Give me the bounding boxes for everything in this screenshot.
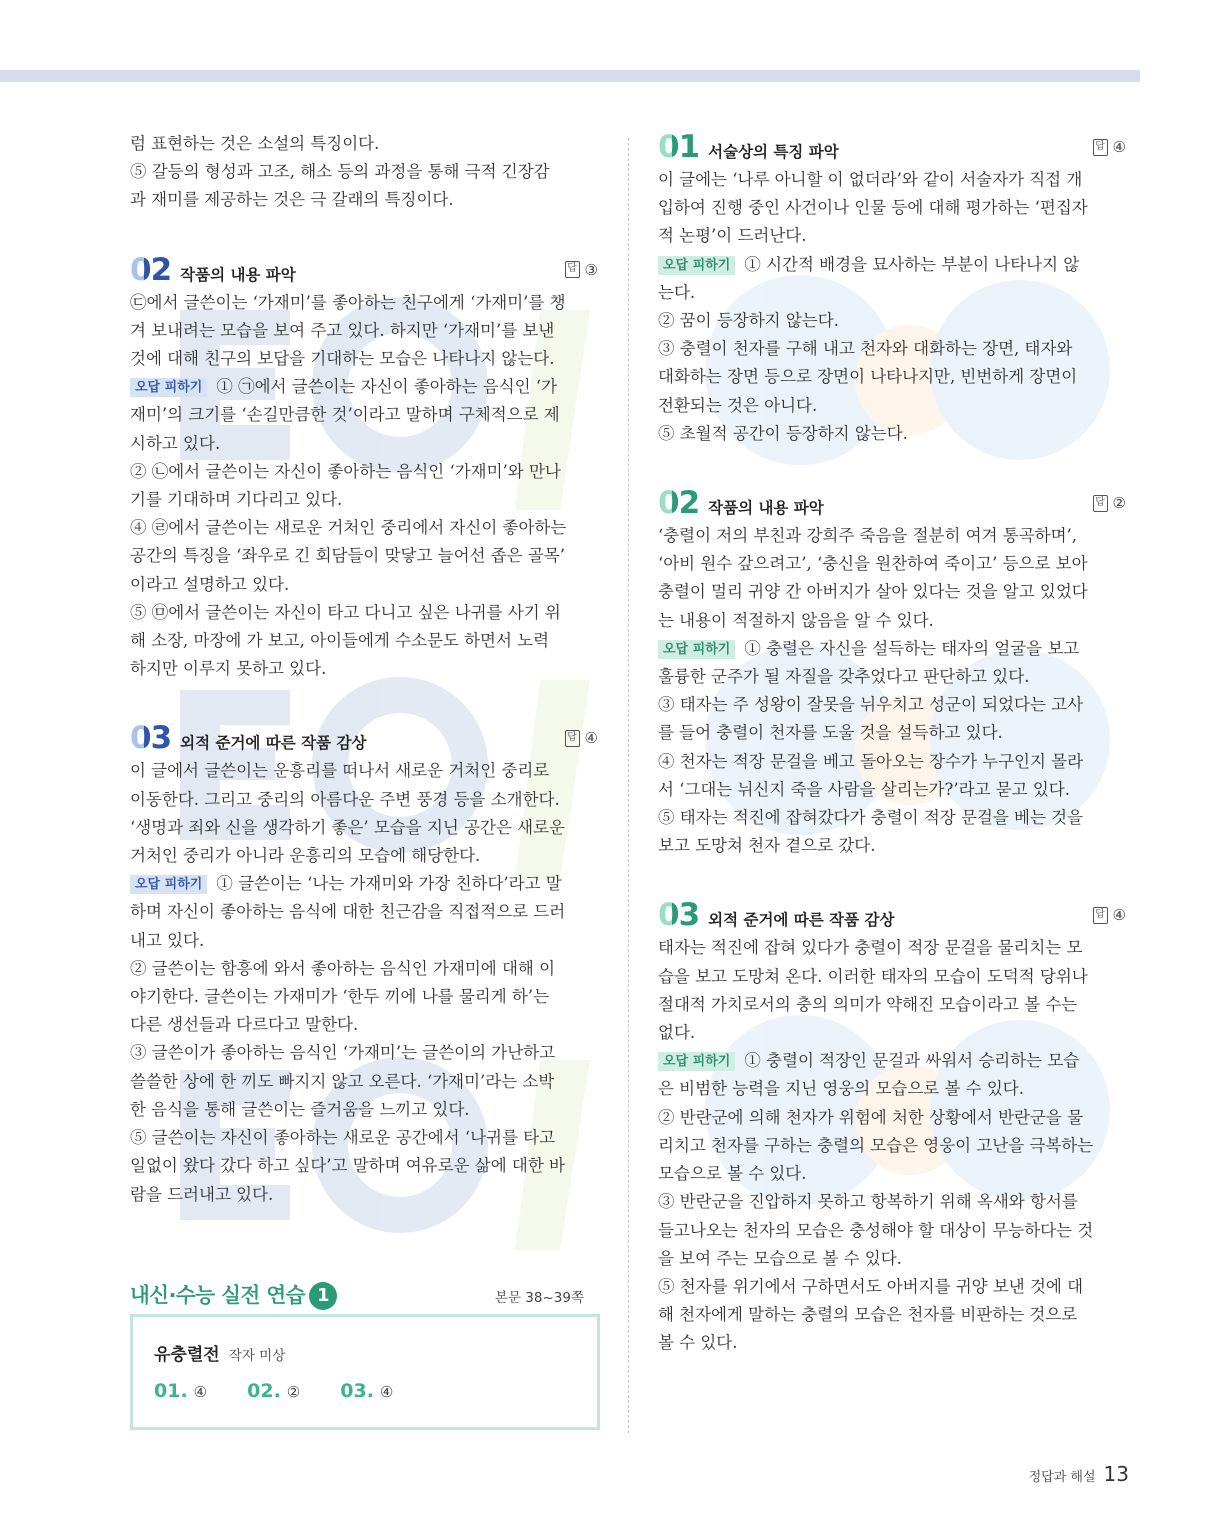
practice-work (154, 1340, 285, 1365)
section-number: 03 (658, 897, 700, 934)
practice-frame (130, 1314, 600, 1430)
section-03 (130, 721, 598, 1208)
text-line: ④ 천자는 적장 문걸을 베고 돌아오는 장수가 누구인지 몰라 (658, 751, 1084, 771)
text-line: 이 글에는 ‘나루 아니할 이 없더라’와 같이 서술자가 직접 개 (658, 170, 1083, 189)
practice-title (130, 1278, 337, 1310)
text-line: 입하여 진행 중인 사건이나 인물 등에 대해 평가하는 ‘편집자 (658, 198, 1088, 218)
text-span: ① 시간적 배경을 묘사하는 부분이 나타나지 않 (744, 254, 1080, 274)
text-span: ① ㉠에서 글쓴이는 자신이 좋아하는 음식인 ‘가 (216, 377, 558, 397)
text-span: ① 충렬이 적장인 문걸과 싸워서 승리하는 모습 (744, 1051, 1080, 1071)
practice-number-badge: 1 (309, 1282, 337, 1310)
wrong-answer-line (658, 251, 1126, 279)
practice-page-ref: 본문 38~39쪽 (494, 1290, 584, 1306)
answer-value: ④ (1112, 906, 1126, 925)
text-line: 한 음식을 통해 글쓴이는 즐거움을 느끼고 있다. (130, 1099, 470, 1119)
text-line: 리치고 천자를 구하는 충렬의 모습은 영웅이 고난을 극복하는 (658, 1135, 1094, 1155)
text-line: 서 ‘그대는 뉘신지 죽을 사람을 살리는가?’라고 묻고 있다. (658, 779, 1070, 799)
answer-value: ④ (584, 729, 598, 748)
answer-item (154, 1380, 207, 1402)
text-line: 대화하는 장면 등으로 장면이 나타나지만, 빈번하게 장면이 (658, 367, 1078, 387)
text-line: ③ 반란군을 진압하지 못하고 항복하기 위해 옥새와 항서를 (658, 1192, 1078, 1212)
practice-box (130, 1268, 600, 1430)
text-line: 보고 도망쳐 천자 곁으로 갔다. (658, 836, 876, 856)
text-line: 훌륭한 군주가 될 자질을 갖추었다고 판단하고 있다. (658, 667, 1030, 687)
answer-mark (1093, 494, 1126, 512)
text-line: ⑤ 글쓴이는 자신이 좋아하는 새로운 공간에서 ‘나귀를 타고 (130, 1128, 556, 1148)
section-title: 서술상의 특징 파악 (708, 143, 839, 161)
text-line: 들고나오는 천자의 모습은 충성해야 할 대상이 무능하다는 것 (658, 1220, 1094, 1240)
text-line: ‘아비 원수 갚으려고’, ‘충신을 원찬하여 죽이고’ 등으로 보아 (658, 554, 1088, 574)
text-line: 는다. (658, 282, 696, 302)
text-span: ① 충렬은 자신을 설득하는 태자의 얼굴을 보고 (744, 638, 1080, 658)
section-header (658, 898, 1126, 932)
wrong-answer-line (130, 373, 598, 401)
text-line: 람을 드러내고 있다. (130, 1184, 274, 1204)
text-line: ② 꿈이 등장하지 않는다. (658, 311, 839, 331)
text-line: ③ 태자는 주 성왕이 잘못을 뉘우치고 성군이 되었다는 고사 (658, 695, 1084, 715)
section-02 (658, 486, 1126, 860)
work-title: 유충렬전 (154, 1345, 220, 1365)
answer-icon: 답 (1093, 139, 1108, 156)
text-line: ④ ㉣에서 글쓴이는 새로운 거처인 중리에서 자신이 좋아하는 (130, 518, 567, 538)
section-03 (658, 898, 1126, 1357)
section-header (658, 486, 1126, 520)
answer-number: 01. (154, 1380, 188, 1402)
answer-choice: ④ (193, 1383, 208, 1401)
answer-value: ③ (584, 260, 598, 279)
column-divider (628, 138, 629, 1433)
text-line: ③ 글쓴이가 좋아하는 음식인 ‘가재미’는 글쓴이의 가난하고 (130, 1043, 556, 1063)
text-line: ⑤ 태자는 적진에 잡혀갔다가 충렬이 적장 문걸을 베는 것을 (658, 808, 1084, 828)
text-line: 쓸쓸한 상에 한 끼도 빠지지 않고 오른다. ‘가재미’라는 소박 (130, 1071, 555, 1091)
text-line: 다른 생선들과 다르다고 말한다. (130, 1015, 359, 1035)
section-02 (130, 253, 598, 684)
answer-choice: ② (286, 1383, 301, 1401)
top-header-band (0, 70, 1140, 82)
text-line: 전환되는 것은 아니다. (658, 395, 818, 415)
text-line: 일없이 왔다 갔다 하고 싶다’고 말하며 여유로운 삶에 대한 바 (130, 1156, 565, 1176)
text-line: 럼 표현하는 것은 소설의 특징이다. (130, 134, 380, 153)
answer-icon: 답 (1093, 907, 1108, 924)
right-column (658, 130, 1126, 1358)
text-line: ② ㉡에서 글쓴이는 자신이 좋아하는 음식인 ‘가재미’와 만나 (130, 461, 561, 481)
text-line: 하며 자신이 좋아하는 음식에 대한 친근감을 직접적으로 드러 (130, 902, 566, 922)
answer-mark (565, 729, 598, 747)
text-line: 내고 있다. (130, 930, 205, 950)
answer-mark (1093, 138, 1126, 156)
wrong-answer-line (130, 870, 598, 898)
answer-item (340, 1380, 393, 1402)
work-author: 작자 미상 (228, 1348, 286, 1364)
text-line: 과 재미를 제공하는 것은 극 갈래의 특징이다. (130, 190, 454, 210)
section-title: 외적 준거에 따른 작품 감상 (180, 734, 367, 753)
answer-icon: 답 (1093, 495, 1108, 512)
practice-title-text: 내신·수능 실전 연습 (130, 1283, 305, 1307)
answer-icon: 답 (565, 730, 580, 747)
text-line: 적 논평’이 드러난다. (658, 226, 807, 246)
wrong-answer-tag: 오답 피하기 (130, 875, 207, 894)
text-line: 기를 기대하며 기다리고 있다. (130, 490, 343, 510)
text-line: ㉢에서 글쓴이는 ‘가재미’를 좋아하는 친구에게 ‘가재미’를 챙 (130, 292, 566, 312)
wrong-answer-line (658, 1047, 1126, 1075)
section-header (130, 721, 598, 755)
section-number: 03 (130, 720, 172, 757)
text-line: ② 글쓴이는 함흥에 와서 좋아하는 음식인 가재미에 대해 이 (130, 958, 556, 978)
text-line: 습을 보고 도망쳐 온다. 이러한 태자의 모습이 도덕적 당위나 (658, 966, 1088, 986)
text-line: 것에 대해 친구의 보답을 기대하는 모습은 나타나지 않는다. (130, 349, 555, 369)
text-line: 해 천자에게 말하는 충렬의 모습은 천자를 비판하는 것으로 (658, 1305, 1078, 1325)
answer-choice: ④ (379, 1383, 394, 1401)
answer-number: 03. (340, 1380, 374, 1402)
text-line: ⑤ 갈등의 형성과 고조, 해소 등의 과정을 통해 극적 긴장감 (130, 162, 550, 182)
page-number: 13 (1103, 1462, 1129, 1486)
text-line: 시하고 있다. (130, 433, 221, 453)
section-number: 01 (658, 129, 700, 165)
answer-item (247, 1380, 300, 1402)
section-number: 02 (130, 251, 172, 288)
text-line: ⑤ 초월적 공간이 등장하지 않는다. (658, 423, 908, 443)
answer-mark (565, 261, 598, 279)
text-line: 공간의 특징을 ‘좌우로 긴 회담들이 맞닿고 늘어선 좁은 골목’ (130, 546, 565, 566)
practice-answers (154, 1380, 433, 1402)
answer-mark (1093, 906, 1126, 924)
text-line: 는 내용이 적절하지 않음을 알 수 있다. (658, 610, 934, 630)
text-line: 충렬이 멀리 귀양 간 아버지가 살아 있다는 것을 알고 있었다 (658, 582, 1088, 602)
answer-value: ② (1112, 494, 1126, 513)
section-header (658, 130, 1126, 164)
text-line: 하지만 이루지 못하고 있다. (130, 659, 327, 679)
text-line: 태자는 적진에 잡혀 있다가 충렬이 적장 문걸을 물리치는 모 (658, 938, 1083, 958)
footer-label: 정답과 해설 (1028, 1470, 1096, 1485)
wrong-answer-tag: 오답 피하기 (658, 640, 735, 659)
text-line: 해 소장, 마장에 가 보고, 아이들에게 수소문도 하면서 노력 (130, 631, 550, 651)
text-line: 절대적 가치로서의 충의 의미가 약해진 모습이라고 볼 수는 (658, 994, 1078, 1014)
text-line: 재미’의 크기를 ‘손길만큼한 것’이라고 말하며 구체적으로 제 (130, 405, 560, 425)
text-line: 은 비범한 능력을 지닌 영웅의 모습으로 볼 수 있다. (658, 1079, 1024, 1099)
text-line: 이동한다. 그리고 중리의 아름다운 주변 풍경 등을 소개한다. (130, 789, 560, 809)
text-span: ① 글쓴이는 ‘나는 가재미와 가장 친하다’라고 말 (216, 874, 562, 894)
wrong-answer-line (658, 635, 1126, 663)
text-line: 이 글에서 글쓴이는 운흥리를 떠나서 새로운 거처인 중리로 (130, 761, 550, 781)
section-title: 외적 준거에 따른 작품 감상 (708, 911, 895, 930)
answer-value: ④ (1112, 138, 1126, 156)
text-line: ⑤ 천자를 위기에서 구하면서도 아버지를 귀양 보낸 것에 대 (658, 1276, 1084, 1296)
text-line: ‘생명과 죄와 신을 생각하기 좋은’ 모습을 지닌 공간은 새로운 (130, 817, 565, 837)
section-header (130, 253, 598, 287)
section-01 (658, 130, 1126, 448)
section-title: 작품의 내용 파악 (708, 499, 824, 518)
text-line: 겨 보내려는 모습을 보여 주고 있다. 하지만 ‘가재미’를 보낸 (130, 320, 555, 340)
wrong-answer-tag: 오답 피하기 (658, 256, 735, 275)
wrong-answer-tag: 오답 피하기 (130, 378, 207, 397)
text-line: ② 반란군에 의해 천자가 위험에 처한 상황에서 반란군을 물 (658, 1107, 1084, 1127)
text-line: 모습으로 볼 수 있다. (658, 1164, 807, 1184)
page-footer (1029, 1462, 1129, 1486)
wrong-answer-tag: 오답 피하기 (658, 1052, 735, 1071)
text-line: 거처인 중리가 아니라 운흥리의 모습에 해당한다. (130, 846, 481, 866)
answer-number: 02. (247, 1380, 281, 1402)
section-number: 02 (658, 485, 700, 522)
text-line: 를 들어 충렬이 천자를 도울 것을 설득하고 있다. (658, 723, 1003, 743)
text-line: 볼 수 있다. (658, 1333, 738, 1353)
text-line: ③ 충렬이 천자를 구해 내고 천자와 대화하는 장면, 태자와 (658, 339, 1073, 359)
section-title: 작품의 내용 파악 (180, 265, 296, 284)
text-line: ‘충렬이 저의 부친과 강희주 죽음을 절분히 여겨 통곡하며’, (658, 526, 1078, 546)
text-line: 없다. (658, 1023, 696, 1043)
answer-icon: 답 (565, 261, 580, 278)
text-line: 이라고 설명하고 있다. (130, 574, 290, 594)
text-line: 을 보여 주는 모습으로 볼 수 있다. (658, 1248, 902, 1268)
intro-paragraph (130, 130, 598, 215)
left-column (130, 130, 598, 1209)
text-line: ⑤ ㉤에서 글쓴이는 자신이 타고 다니고 싶은 나귀를 사기 위 (130, 602, 561, 622)
text-line: 야기한다. 글쓴이는 가재미가 ‘한두 끼에 나를 물리게 하’는 (130, 987, 550, 1007)
